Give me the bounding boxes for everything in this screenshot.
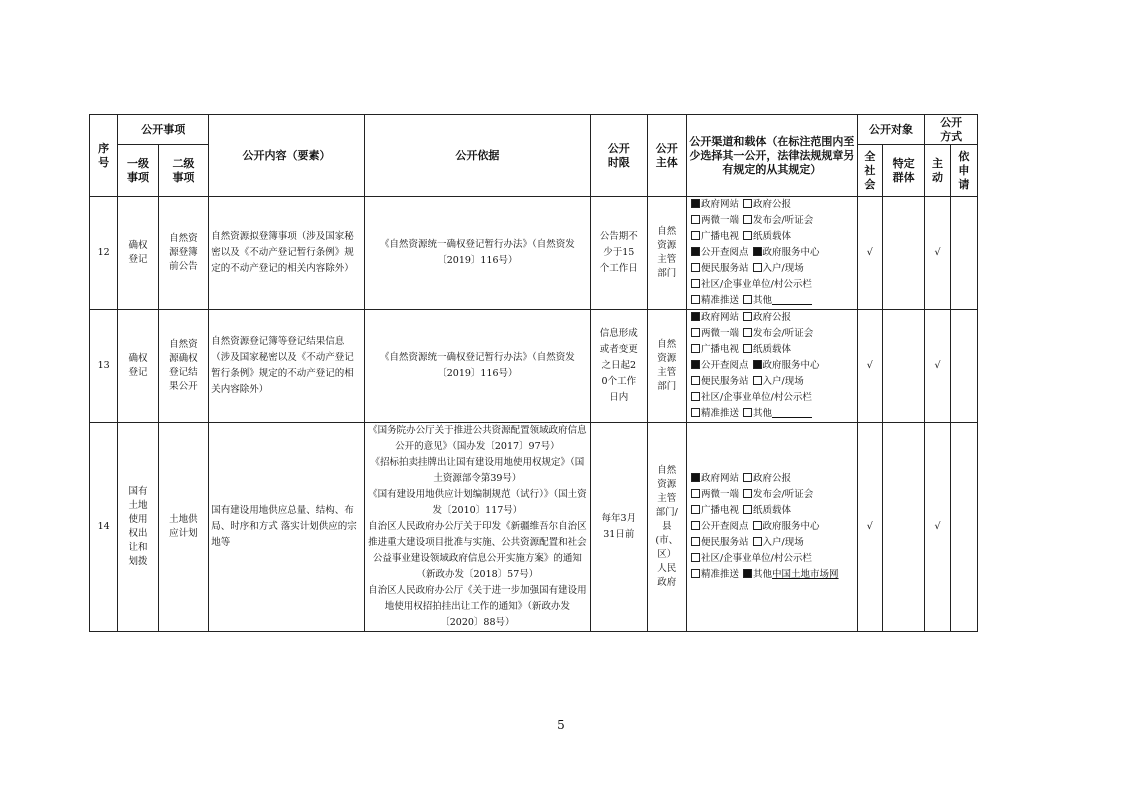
- unchecked-box-icon: [691, 505, 700, 514]
- channel-label: 政府公报: [753, 312, 792, 323]
- channel-option: [743, 310, 791, 326]
- channel-option: [691, 390, 812, 406]
- row-level2: 自然资源登簿前公告: [158, 197, 209, 310]
- channel-line: [691, 293, 855, 309]
- channel-line: [691, 229, 855, 245]
- table-row: [90, 423, 978, 632]
- unchecked-box-icon: [691, 521, 700, 530]
- channel-label: 其他: [753, 569, 773, 580]
- channel-label: 入户/现场: [762, 376, 804, 387]
- unchecked-box-icon: [743, 199, 752, 208]
- row-method-request: [950, 197, 977, 310]
- checked-box-icon: [691, 312, 700, 321]
- header-content: 公开内容（要素）: [209, 115, 365, 197]
- channel-label: 政府网站: [700, 312, 739, 323]
- channel-label: 发布会/听证会: [753, 328, 814, 339]
- row-seq: 13: [90, 310, 118, 423]
- row-seq: 14: [90, 423, 118, 632]
- channel-label: 发布会/听证会: [753, 489, 814, 500]
- channel-option: [691, 213, 739, 229]
- row-channels: [686, 423, 857, 632]
- channel-label: 精准推送: [700, 569, 739, 580]
- unchecked-box-icon: [743, 473, 752, 482]
- row-method-active: √: [925, 423, 950, 632]
- header-seq: 序号: [90, 115, 118, 197]
- header-method-request: 依申请: [950, 145, 977, 197]
- row-level2: 土地供应计划: [158, 423, 209, 632]
- channel-line: [691, 535, 855, 551]
- header-matters: 公开事项: [118, 115, 209, 145]
- row-method-request: [950, 310, 977, 423]
- header-method-active: 主动: [925, 145, 950, 197]
- channel-label: 政府服务中心: [762, 521, 820, 532]
- channel-label: 纸质载体: [753, 231, 792, 242]
- channel-label: 便民服务站: [700, 376, 749, 387]
- row-basis: [364, 423, 590, 632]
- channel-option: [691, 310, 739, 326]
- channel-option: [743, 471, 791, 487]
- channel-option: [743, 567, 839, 583]
- channel-option: [691, 293, 739, 309]
- channel-option: [753, 374, 804, 390]
- channel-label: 其他: [753, 295, 773, 306]
- unchecked-box-icon: [743, 489, 752, 498]
- channel-label: 纸质载体: [753, 344, 792, 355]
- row-method-active: √: [925, 310, 950, 423]
- row-time-limit: 每年3月31日前: [591, 423, 648, 632]
- channel-option: [691, 535, 749, 551]
- channel-option: [691, 229, 739, 245]
- unchecked-box-icon: [743, 312, 752, 321]
- channel-line: [691, 277, 855, 293]
- channel-option: [743, 293, 812, 309]
- channel-label: 精准推送: [700, 295, 739, 306]
- checked-box-icon: [753, 247, 762, 256]
- channel-option: [753, 535, 804, 551]
- channel-option: [743, 326, 813, 342]
- channel-line: [691, 342, 855, 358]
- channel-option: [743, 197, 791, 213]
- channel-line: [691, 487, 855, 503]
- row-subject: 自然资源主管部门: [647, 310, 686, 423]
- channel-option: [753, 358, 820, 374]
- unchecked-box-icon: [691, 489, 700, 498]
- row-seq: 12: [90, 197, 118, 310]
- channel-line: [691, 503, 855, 519]
- channel-label: 广播电视: [700, 505, 739, 516]
- checked-box-icon: [691, 360, 700, 369]
- row-audience-specific: [882, 423, 924, 632]
- row-content: 国有建设用地供应总量、结构、布局、时序和方式 落实计划供应的宗地等: [209, 423, 365, 632]
- unchecked-box-icon: [743, 215, 752, 224]
- channel-label: 政府服务中心: [762, 360, 820, 371]
- unchecked-box-icon: [691, 344, 700, 353]
- channel-option: [743, 503, 791, 519]
- header-time-limit: 公开时限: [591, 115, 648, 197]
- other-channel-text: 中国土地市场网: [772, 569, 839, 580]
- channel-option: [691, 406, 739, 422]
- unchecked-box-icon: [691, 231, 700, 240]
- row-audience-all: √: [857, 310, 882, 423]
- channel-label: 政府公报: [753, 473, 792, 484]
- channel-option: [753, 519, 820, 535]
- channel-label: 政府服务中心: [762, 247, 820, 258]
- header-method: 公开方式: [925, 115, 978, 145]
- header-level1: 一级事项: [118, 145, 158, 197]
- unchecked-box-icon: [743, 344, 752, 353]
- header-audience-specific: 特定群体: [882, 145, 924, 197]
- row-audience-specific: [882, 310, 924, 423]
- row-subject: 自然资源主管部门: [647, 197, 686, 310]
- unchecked-box-icon: [691, 279, 700, 288]
- channel-option: [691, 261, 749, 277]
- channel-option: [691, 342, 739, 358]
- header-basis: 公开依据: [364, 115, 590, 197]
- channel-label: 入户/现场: [762, 537, 804, 548]
- channel-label: 两微一端: [700, 489, 739, 500]
- channel-option: [743, 229, 791, 245]
- channel-option: [691, 519, 749, 535]
- row-basis: 《自然资源统一确权登记暂行办法》（自然资发〔2019〕116号）: [364, 197, 590, 310]
- channel-line: [691, 310, 855, 326]
- basis-line: 《国有建设用地供应计划编制规范（试行）》（国土资发〔2010〕117号）: [368, 489, 587, 516]
- row-method-active: √: [925, 197, 950, 310]
- channel-label: 广播电视: [700, 344, 739, 355]
- channel-line: [691, 390, 855, 406]
- channel-label: 广播电视: [700, 231, 739, 242]
- disclosure-table: [89, 114, 978, 632]
- channel-line: [691, 374, 855, 390]
- channel-line: [691, 567, 855, 583]
- row-level1: 确权登记: [118, 197, 158, 310]
- unchecked-box-icon: [691, 328, 700, 337]
- channel-label: 便民服务站: [700, 263, 749, 274]
- row-audience-all: √: [857, 423, 882, 632]
- basis-line: 自治区人民政府办公厅《关于进一步加强国有建设用地使用权招拍挂出让工作的通知》（新政办发〔2020〕88号）: [368, 585, 587, 628]
- checked-box-icon: [691, 199, 700, 208]
- unchecked-box-icon: [743, 295, 752, 304]
- header-audience: 公开对象: [857, 115, 925, 145]
- channel-option: [691, 487, 739, 503]
- channel-option: [691, 567, 739, 583]
- header-subject: 公开主体: [647, 115, 686, 197]
- channel-label: 两微一端: [700, 215, 739, 226]
- channel-label: 便民服务站: [700, 537, 749, 548]
- row-subject: 自然资源主管部门/县(市、区）人民政府: [647, 423, 686, 632]
- channel-label: 发布会/听证会: [753, 215, 814, 226]
- unchecked-box-icon: [691, 553, 700, 562]
- channel-option: [743, 213, 813, 229]
- unchecked-box-icon: [691, 537, 700, 546]
- row-content: 自然资源拟登簿事项（涉及国家秘密以及《不动产登记暂行条例》规定的不动产登记的相关内容除外）: [209, 197, 365, 310]
- checked-box-icon: [743, 569, 752, 578]
- channel-line: [691, 261, 855, 277]
- channel-option: [743, 487, 813, 503]
- unchecked-box-icon: [691, 295, 700, 304]
- unchecked-box-icon: [743, 231, 752, 240]
- unchecked-box-icon: [691, 376, 700, 385]
- row-audience-all: √: [857, 197, 882, 310]
- channel-option: [753, 261, 804, 277]
- channel-option: [743, 342, 791, 358]
- unchecked-box-icon: [691, 408, 700, 417]
- row-time-limit: 公告期不少于15个工作日: [591, 197, 648, 310]
- checked-box-icon: [691, 473, 700, 482]
- unchecked-box-icon: [691, 392, 700, 401]
- channel-option: [691, 358, 749, 374]
- channel-line: [691, 326, 855, 342]
- channel-option: [691, 197, 739, 213]
- channel-label: 精准推送: [700, 408, 739, 419]
- row-content: 自然资源登记簿等登记结果信息（涉及国家秘密以及《不动产登记暂行条例》规定的不动产登记的相关内容除外）: [209, 310, 365, 423]
- channel-option: [691, 245, 749, 261]
- row-audience-specific: [882, 197, 924, 310]
- unchecked-box-icon: [691, 263, 700, 272]
- channel-line: [691, 406, 855, 422]
- unchecked-box-icon: [753, 521, 762, 530]
- header-channels: 公开渠道和载体（在标注范围内至少选择其一公开，法律法规规章另有规定的从其规定）: [686, 115, 857, 197]
- unchecked-box-icon: [743, 505, 752, 514]
- channel-option: [691, 277, 812, 293]
- channel-option: [691, 551, 812, 567]
- channel-label: 政府公报: [753, 199, 792, 210]
- row-channels: [686, 310, 857, 423]
- channel-option: [691, 503, 739, 519]
- channel-label: 其他: [753, 408, 773, 419]
- unchecked-box-icon: [753, 537, 762, 546]
- checked-box-icon: [691, 247, 700, 256]
- table-row: [90, 197, 978, 310]
- header-audience-all: 全社会: [857, 145, 882, 197]
- channel-label: 公开查阅点: [700, 247, 749, 258]
- unchecked-box-icon: [753, 263, 762, 272]
- channel-label: 社区/企事业单位/村公示栏: [700, 279, 812, 290]
- channel-label: 公开查阅点: [700, 521, 749, 532]
- channel-option: [753, 245, 820, 261]
- channel-label: 纸质载体: [753, 505, 792, 516]
- row-level1: 国有土地使用权出让和划拨: [118, 423, 158, 632]
- channel-line: [691, 519, 855, 535]
- row-method-request: [950, 423, 977, 632]
- basis-line: 《招标拍卖挂牌出让国有建设用地使用权规定》（国土资源部令第39号）: [370, 457, 585, 484]
- table-row: [90, 310, 978, 423]
- blank-line: [772, 407, 812, 418]
- row-time-limit: 信息形成或者变更之日起20个工作日内: [591, 310, 648, 423]
- row-level2: 自然资源确权登记结果公开: [158, 310, 209, 423]
- channel-label: 公开查阅点: [700, 360, 749, 371]
- header-level2: 二级事项: [158, 145, 209, 197]
- unchecked-box-icon: [753, 376, 762, 385]
- channel-label: 政府网站: [700, 473, 739, 484]
- channel-line: [691, 213, 855, 229]
- channel-line: [691, 551, 855, 567]
- row-channels: [686, 197, 857, 310]
- row-level1: 确权登记: [118, 310, 158, 423]
- channel-label: 政府网站: [700, 199, 739, 210]
- checked-box-icon: [753, 360, 762, 369]
- unchecked-box-icon: [743, 328, 752, 337]
- blank-line: [772, 294, 812, 305]
- channel-option: [743, 406, 812, 422]
- basis-line: 自治区人民政府办公厅关于印发《新疆维吾尔自治区推进重大建设项目批准与实施、公共资源配置和社会公益事业建设领域政府信息公开实施方案》的通知（新政办发〔2018〕57号）: [368, 521, 587, 580]
- unchecked-box-icon: [691, 215, 700, 224]
- channel-line: [691, 358, 855, 374]
- row-basis: 《自然资源统一确权登记暂行办法》（自然资发〔2019〕116号）: [364, 310, 590, 423]
- channel-line: [691, 197, 855, 213]
- channel-label: 两微一端: [700, 328, 739, 339]
- channel-label: 入户/现场: [762, 263, 804, 274]
- channel-label: 社区/企事业单位/村公示栏: [700, 392, 812, 403]
- channel-label: 社区/企事业单位/村公示栏: [700, 553, 812, 564]
- channel-option: [691, 374, 749, 390]
- page-number: 5: [557, 718, 565, 732]
- channel-line: [691, 245, 855, 261]
- channel-option: [691, 326, 739, 342]
- unchecked-box-icon: [743, 408, 752, 417]
- unchecked-box-icon: [691, 569, 700, 578]
- channel-line: [691, 471, 855, 487]
- basis-line: 《国务院办公厅关于推进公共资源配置领域政府信息公开的意见》（国办发〔2017〕97号）: [368, 425, 587, 452]
- channel-option: [691, 471, 739, 487]
